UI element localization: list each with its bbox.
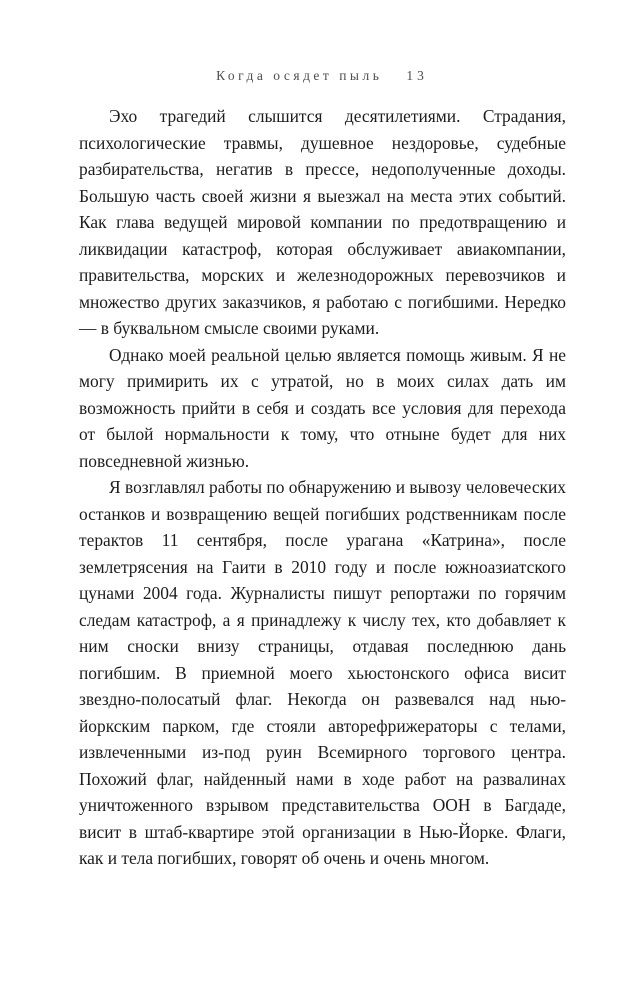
paragraph: Я возглавлял работы по обнаружению и вывозу человеческих останков и возвращению вещей погибших родственникам после терактов 11 сентября, после урагана «Катрина», после землетрясения на Гаити в 2010 году и после южноазиатского цунами 2004 года. Журналисты пишут репортажи по горячим следам катастроф, а я принадлежу к числу тех, кто добавляет к ним сноски внизу страницы, отдавая последнюю дань погибшим. В приемной моего хьюстонского офиса висит звездно-полосатый флаг. Некогда он развевался над нью-йоркским парком, где стояли авторефрижераторы с телами, извлеченными из-под руин Всемирного торгового центра. Похожий флаг, найденный нами в ходе работ на развалинах уничтоженного взрывом представительства ООН в Багдаде, висит в штаб-квартире этой организации в Нью-Йорке. Флаги, как и тела погибших, говорят об очень и очень многом. [79, 477, 566, 868]
paragraph: Эхо трагедий слышится десятилетиями. Страдания, психологические травмы, душевное нездоровье, судебные разбирательства, негатив в прессе, недополученные доходы. Большую часть своей жизни я выезжал на места этих событий. Как глава ведущей мировой компании по предотвращению и ликвидации катастроф, которая обслуживает авиакомпании, правительства, морских и железнодорожных перевозчиков и множество других заказчиков, я работаю с погибшими. Нередко — в буквальном смысле своими руками. [79, 106, 566, 338]
running-header [0, 68, 644, 84]
body-text [79, 103, 566, 872]
page-number: 13 [406, 68, 428, 83]
running-title: Когда осядет пыль [216, 68, 383, 83]
paragraph: Однако моей реальной целью является помощь живым. Я не могу примирить их с утратой, но в моих силах дать им возможность прийти в себя и создать все условия для перехода от былой нормальности к тому, что отныне будет для них повседневной жизнью. [79, 344, 566, 471]
